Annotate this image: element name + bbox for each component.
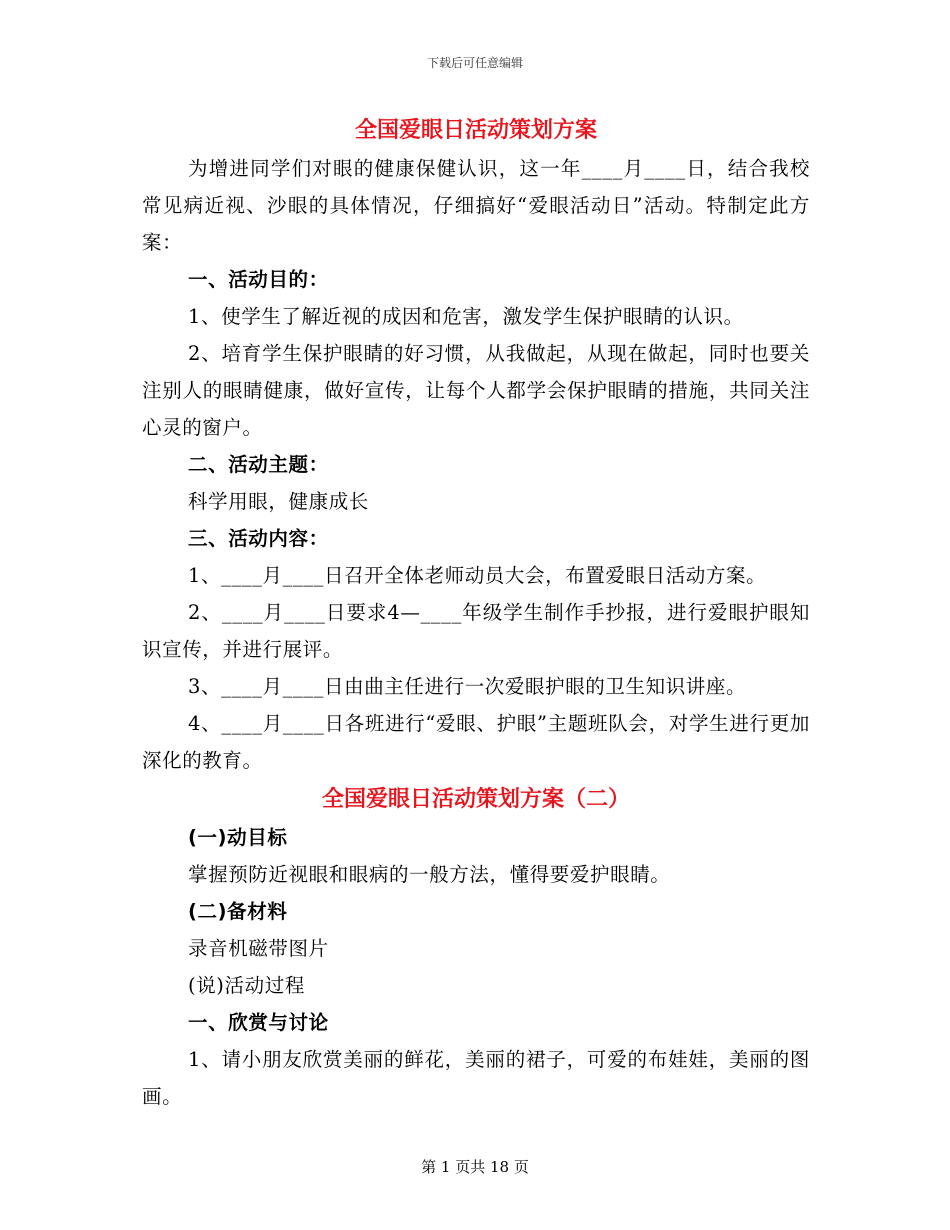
section-heading-content: 三、活动内容： [188,527,329,550]
intro-paragraph: 为增进同学们对眼的健康保健认识，这一年____月____日，结合我校常见病近视、沙眼的具体情况，仔细搞好“爱眼活动日”活动。特制定此方案： [142,157,810,254]
content-item-4: 4、____月____日各班进行“爱眼、护眼”主题班队会，对学生进行更加深化的教育。 [142,712,810,772]
section-heading-appreciation: 一、欣赏与讨论 [188,1011,329,1034]
process-text: (说)活动过程 [188,974,305,997]
header-note: 下载后可任意编辑 [426,56,523,70]
section-heading-materials: (二)备材料 [188,900,288,923]
document-body [142,112,810,1115]
document-title-2: 全国爱眼日活动策划方案（二） [321,786,630,812]
document-title: 全国爱眼日活动策划方案 [354,117,597,143]
section-heading-purpose: 一、活动目的： [188,268,329,291]
theme-text: 科学用眼，健康成长 [188,490,369,513]
content-item-2: 2、____月____日要求4—____年级学生制作手抄报，进行爱眼护眼知识宣传，并进行展评。 [142,601,810,661]
purpose-item-1: 1、使学生了解近视的成因和危害，激发学生保护眼睛的认识。 [188,305,744,328]
content-item-3: 3、____月____日由曲主任进行一次爱眼护眼的卫生知识讲座。 [188,675,747,698]
materials-text: 录音机磁带图片 [188,937,329,960]
page-footer: 第 1 页共 18 页 [421,1158,529,1176]
content-item-1: 1、____月____日召开全体老师动员大会，布置爱眼日活动方案。 [188,564,767,587]
appreciation-item-1: 1、请小朋友欣赏美丽的鲜花，美丽的裙子，可爱的布娃娃，美丽的图画。 [142,1048,810,1108]
section-heading-theme: 二、活动主题： [188,453,329,476]
goal-text: 掌握预防近视眼和眼病的一般方法，懂得要爱护眼睛。 [188,863,671,886]
section-heading-goal: (一)动目标 [188,826,288,849]
purpose-item-2: 2、培育学生保护眼睛的好习惯，从我做起，从现在做起，同时也要关注别人的眼睛健康，做好宣传，让每个人都学会保护眼睛的措施，共同关注心灵的窗户。 [142,342,810,439]
